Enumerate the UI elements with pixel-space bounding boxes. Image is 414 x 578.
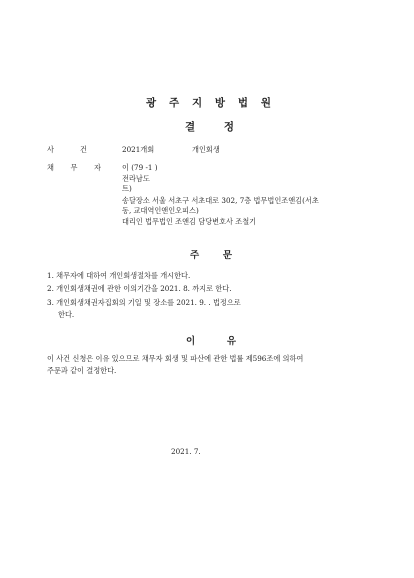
court-name — [146, 95, 272, 110]
decision-title — [185, 119, 235, 134]
order-heading — [190, 247, 232, 261]
case-label — [47, 144, 87, 155]
reasons-heading-char: 이 — [186, 336, 196, 347]
case-type: 개인회생 — [192, 145, 220, 154]
order-heading-char: 주 — [190, 250, 200, 261]
debtor-label — [47, 162, 101, 173]
order-item: 1. 채무자에 대하여 개인회생절차를 개시한다. — [47, 271, 191, 280]
court-char: 지 — [191, 97, 204, 109]
debtor-agent: 대리인 법무법인 조앤김 담당변호사 조철기 — [122, 217, 257, 226]
reasons-text-cont: 주문과 같이 결정한다. — [47, 366, 117, 375]
decision-char: 정 — [223, 121, 235, 133]
decision-date: 2021. 7. — [171, 447, 201, 456]
case-label-char: 사 — [47, 145, 54, 154]
debtor-label-char: 채 — [47, 163, 54, 172]
order-item: 2. 개인회생채권에 관한 이의기간을 2021. 8. 까지로 한다. — [47, 284, 232, 293]
debtor-label-char: 무 — [70, 163, 78, 172]
case-label-char: 건 — [80, 145, 87, 154]
order-item-cont: 한다. — [58, 310, 75, 319]
case-number: 2021개회 — [122, 145, 155, 154]
order-item: 3. 개인회생채권자집회의 기일 및 장소를 2021. 9. . 법정으로 — [47, 298, 241, 307]
service-address: 송달장소 서울 서초구 서초대로 302, 7층 법무법인조앤김(서초 — [122, 196, 319, 205]
debtor-address: 전라남도 — [122, 174, 150, 183]
decision-char: 결 — [185, 121, 197, 133]
court-char: 광 — [146, 97, 158, 109]
court-char: 방 — [214, 97, 227, 109]
debtor-label-char: 자 — [94, 163, 101, 172]
court-char: 원 — [260, 97, 272, 109]
court-char: 주 — [168, 97, 181, 109]
service-address-cont: 동, 교대역인앤인오피스) — [122, 206, 199, 215]
order-heading-char: 문 — [222, 250, 232, 261]
debtor-name-line: 이 (79 -1 ) — [122, 163, 158, 172]
reasons-text: 이 사건 신청은 이유 있으므로 채무자 회생 및 파산에 관한 법률 제596조에 의하여 — [47, 354, 304, 363]
reasons-heading-char: 유 — [226, 336, 236, 347]
debtor-address-cont: 트) — [122, 184, 132, 193]
court-char: 법 — [237, 97, 250, 109]
reasons-heading — [186, 333, 236, 347]
